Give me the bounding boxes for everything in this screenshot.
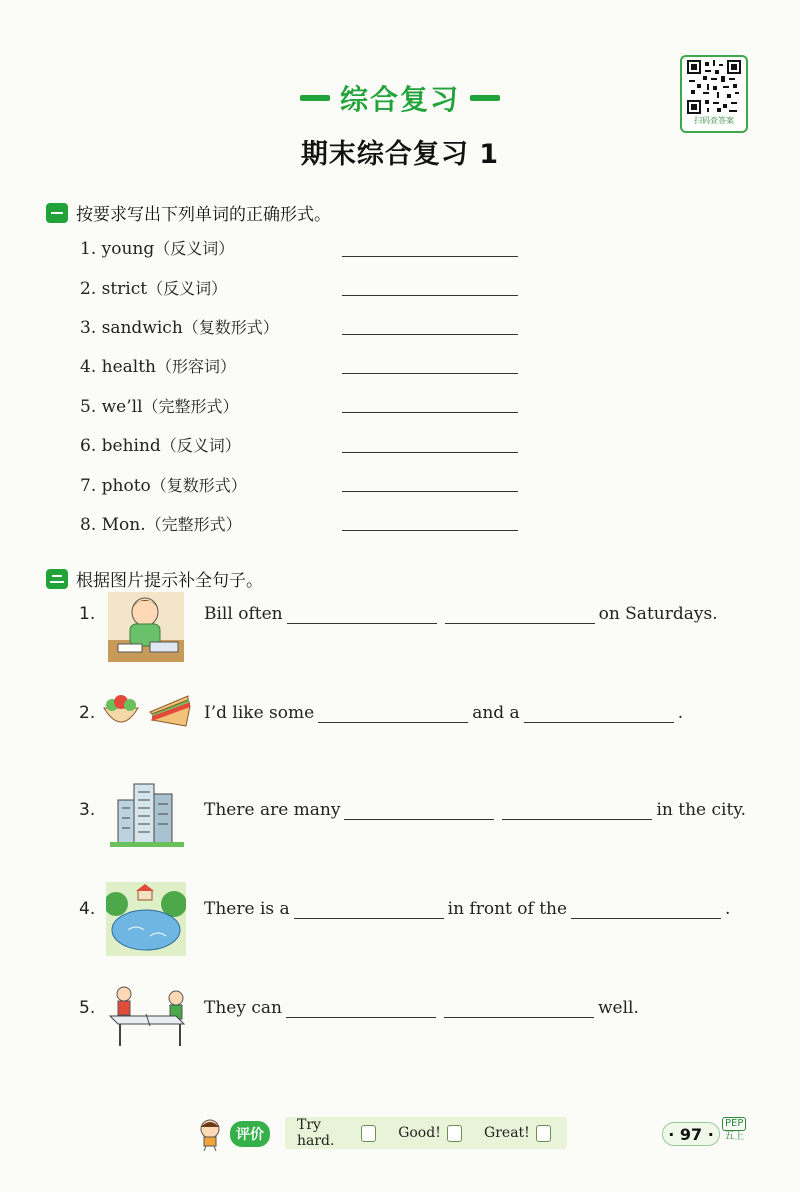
answer-blank[interactable] — [342, 411, 518, 413]
answer-blank[interactable] — [502, 805, 652, 820]
part-one-item: 4. health（形容词） — [80, 357, 237, 377]
answer-blank[interactable] — [287, 609, 437, 624]
part-one-item: 3. sandwich（复数形式） — [80, 318, 279, 338]
option-great-checkbox[interactable] — [536, 1125, 551, 1142]
sentence-2: I’d like some and a . — [204, 703, 684, 723]
answer-blank[interactable] — [342, 294, 518, 296]
item-number: 4. — [79, 899, 96, 919]
section-title-text: 综合复习 — [339, 83, 460, 116]
answer-blank[interactable] — [444, 1003, 594, 1018]
title-bar-left — [300, 95, 330, 101]
tall-buildings-picture — [110, 776, 184, 848]
option-great-label: Great! — [484, 1125, 530, 1141]
answer-blank[interactable] — [294, 904, 444, 919]
evaluation-label — [196, 1117, 270, 1151]
boy-doing-homework-picture — [108, 592, 184, 662]
part-one-item: 5. we’ll（完整形式） — [80, 397, 239, 417]
item-number: 5. — [79, 998, 96, 1018]
ping-pong-picture — [106, 984, 188, 1050]
answer-blank[interactable] — [286, 1003, 436, 1018]
part-one-item: 7. photo（复数形式） — [80, 476, 247, 496]
answer-blank[interactable] — [571, 904, 721, 919]
qr-code-badge[interactable] — [680, 55, 748, 133]
option-good-label: Good! — [398, 1125, 441, 1141]
evaluation-options — [285, 1117, 567, 1149]
sentence-1: Bill often on Saturdays. — [204, 604, 718, 624]
answer-blank[interactable] — [342, 333, 518, 335]
answer-blank[interactable] — [318, 708, 468, 723]
title-bar-right — [470, 95, 500, 101]
answer-blank[interactable] — [445, 609, 595, 624]
part-one-icon — [46, 203, 68, 223]
part-one-instruction: 按要求写出下列单词的正确形式。 — [76, 205, 331, 225]
part-one-item: 1. young（反义词） — [80, 239, 235, 259]
part-two-instruction: 根据图片提示补全句子。 — [76, 571, 263, 591]
item-number: 2. — [79, 703, 96, 723]
part-one-header — [46, 200, 331, 225]
answer-blank[interactable] — [342, 490, 518, 492]
evaluation-badge: 评价 — [230, 1121, 270, 1147]
page-title: 期末综合复习 1 — [300, 139, 500, 170]
answer-blank[interactable] — [342, 255, 518, 257]
part-two-icon — [46, 569, 68, 589]
part-one-item: 8. Mon.（完整形式） — [80, 515, 242, 535]
sentence-4: There is a in front of the . — [204, 899, 731, 919]
option-good-checkbox[interactable] — [447, 1125, 462, 1142]
salad-and-sandwich-picture — [102, 690, 194, 732]
answer-blank[interactable] — [342, 451, 518, 453]
part-two-header — [46, 566, 263, 591]
sentence-3: There are many in the city. — [204, 800, 747, 820]
answer-blank[interactable] — [342, 529, 518, 531]
qr-code-icon — [687, 60, 741, 114]
answer-blank[interactable] — [344, 805, 494, 820]
edition-label: PEP 五上 — [722, 1117, 746, 1143]
mascot-icon — [196, 1117, 226, 1151]
qr-caption: 扫码查答案 — [694, 116, 734, 125]
item-number: 1. — [79, 604, 96, 624]
option-try-hard-label: Try hard. — [297, 1117, 335, 1149]
page-number: · 97 · — [662, 1122, 720, 1146]
lake-picture — [106, 882, 186, 956]
item-number: 3. — [79, 800, 96, 820]
answer-blank[interactable] — [524, 708, 674, 723]
sentence-5: They can well. — [204, 998, 639, 1018]
answer-blank[interactable] — [342, 372, 518, 374]
part-one-item: 2. strict（反义词） — [80, 279, 228, 299]
part-one-item: 6. behind（反义词） — [80, 436, 241, 456]
option-try-hard-checkbox[interactable] — [361, 1125, 376, 1142]
